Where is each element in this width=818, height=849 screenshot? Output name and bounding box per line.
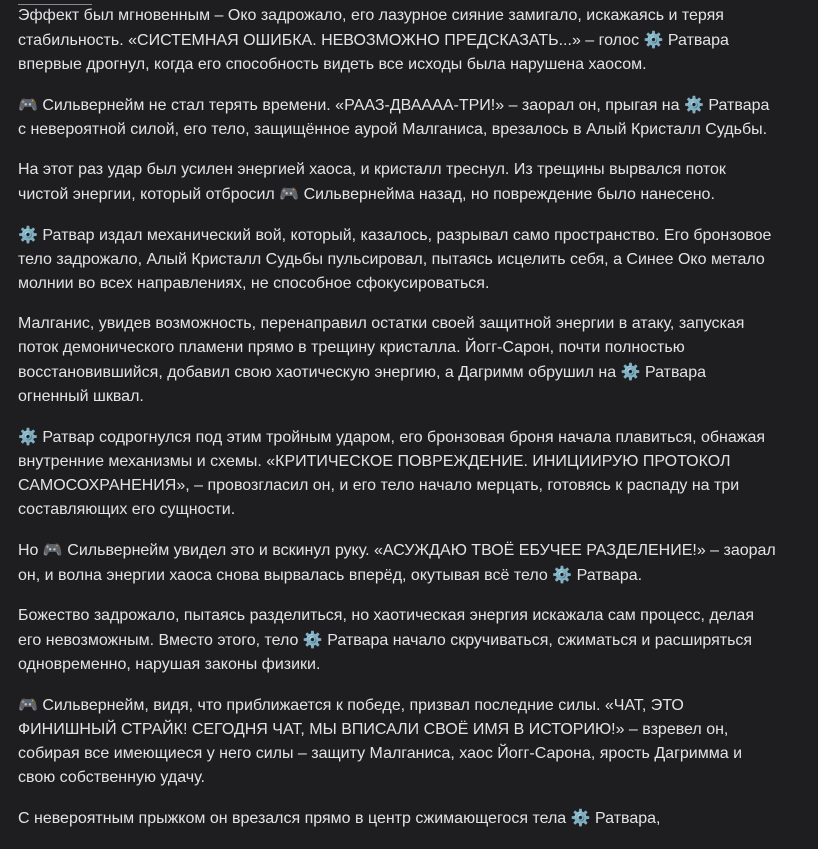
paragraph-4 xyxy=(18,223,778,296)
paragraph-text: Ратвара, xyxy=(595,810,661,827)
gear-icon: ⚙️ xyxy=(620,362,641,381)
paragraph-text: Эффект был мгновенным – Око задрожало, его лазурное сияние замигало, искажаясь и теряя стабильность. «СИСТЕМНАЯ ОШИБКА. НЕВОЗМОЖНО ПРЕДСКАЗАТЬ...» – голос xyxy=(18,7,724,49)
paragraph-8 xyxy=(18,604,778,677)
paragraph-text: Ратвар издал механический вой, который, казалось, разрывал само пространство. Его бронзовое тело задрожало, Алый Кристалл Судьбы пульсировал, пытаясь исцелить себя, а Синее Око метало молнии во всех направлениях, не способное сфокусироваться. xyxy=(18,227,772,292)
gear-icon: ⚙️ xyxy=(683,95,704,114)
paragraph-text: Сильвернейма назад, но повреждение было нанесено. xyxy=(303,186,715,203)
paragraph-5 xyxy=(18,312,778,409)
message-content xyxy=(18,4,778,847)
gamepad-icon: 🎮 xyxy=(18,695,38,714)
paragraph-text: На этот раз удар был усилен энергией хаоса, и кристалл треснул. Из трещины вырвался поток чистой энергии, который отбросил xyxy=(18,161,726,203)
paragraph-6 xyxy=(18,425,778,522)
paragraph-text: Ратвара огненный шквал. xyxy=(18,364,706,405)
paragraph-text: Сильвернейм не стал терять времени. «РААЗ-ДВАААА-ТРИ!» – заорал он, прыгая на xyxy=(42,97,684,114)
paragraph-7 xyxy=(18,538,778,588)
gamepad-icon: 🎮 xyxy=(42,540,63,559)
paragraph-3 xyxy=(18,158,778,207)
paragraph-2 xyxy=(18,93,778,142)
gear-icon: ⚙️ xyxy=(302,630,323,649)
paragraph-1 xyxy=(18,4,778,77)
gamepad-icon: 🎮 xyxy=(279,184,300,203)
paragraph-text: Ратвара впервые дрогнул, когда его способность видеть все исходы была нарушена хаосом. xyxy=(18,32,729,73)
gear-icon: ⚙️ xyxy=(18,225,38,244)
paragraph-text: Но xyxy=(18,542,43,559)
gear-icon: ⚙️ xyxy=(570,808,591,827)
paragraph-text: Ратвара начало скручиваться, сжиматься и расширяться одновременно, нарушая законы физики. xyxy=(18,632,753,673)
gear-icon: ⚙️ xyxy=(643,30,664,49)
paragraph-text: Ратвара с невероятной силой, его тело, защищённое аурой Малганиса, врезалось в Алый Кристалл Судьбы. xyxy=(18,97,770,138)
paragraph-text: С невероятным прыжком он врезался прямо в центр сжимающегося тела xyxy=(18,810,571,827)
gear-icon: ⚙️ xyxy=(18,427,38,446)
paragraph-text: Ратвара. xyxy=(576,567,643,584)
paragraph-9 xyxy=(18,693,778,790)
paragraph-10 xyxy=(18,806,778,831)
paragraph-text: Божество задрожало, пытаясь разделиться, но хаотическая энергия искажала сам процесс, делая его невозможным. Вместо этого, тело xyxy=(18,607,754,649)
paragraph-text: Ратвар содрогнулся под этим тройным ударом, его бронзовая броня начала плавиться, обнажая внутренние механизмы и схемы. «КРИТИЧЕСКОЕ ПОВРЕЖДЕНИЕ. ИНИЦИИРУЮ ПРОТОКОЛ САМОСОХРАНЕНИЯ», – провозгласил он, и его тело начало мерцать, готовясь к распаду на три составляющих его сущности. xyxy=(18,429,766,518)
paragraph-text: Сильвернейм увидел это и вскинул руку. «АСУЖДАЮ ТВОЁ ЕБУЧЕЕ РАЗДЕЛЕНИЕ!» – заорал он, и волна энергии хаоса снова вырвалась вперёд, окутывая всё тело xyxy=(18,542,776,584)
bottom-edge xyxy=(0,845,818,849)
gear-icon: ⚙️ xyxy=(552,565,573,584)
gamepad-icon: 🎮 xyxy=(18,95,38,114)
paragraph-text: Сильвернейм, видя, что приближается к победе, призвал последние силы. «ЧАТ, ЭТО ФИНИШНЫЙ СТРАЙК! СЕГОДНЯ ЧАТ, МЫ ВПИСАЛИ СВОЁ ИМЯ В ИСТОРИЮ!» – взревел он, собирая все имеющиеся у него силы – защиту Малганиса, хаос Йогг-Сарона, ярость Дагримма и свою собственную удачу. xyxy=(18,697,743,786)
paragraph-text: Малганис, увидев возможность, перенаправил остатки своей защитной энергии в атаку, запуская поток демонического пламени прямо в трещину кристалла. Йогг-Сарон, почти полностью восстановившийся, добавил свою хаотическую энергию, а Дагримм обрушил на xyxy=(18,315,745,381)
